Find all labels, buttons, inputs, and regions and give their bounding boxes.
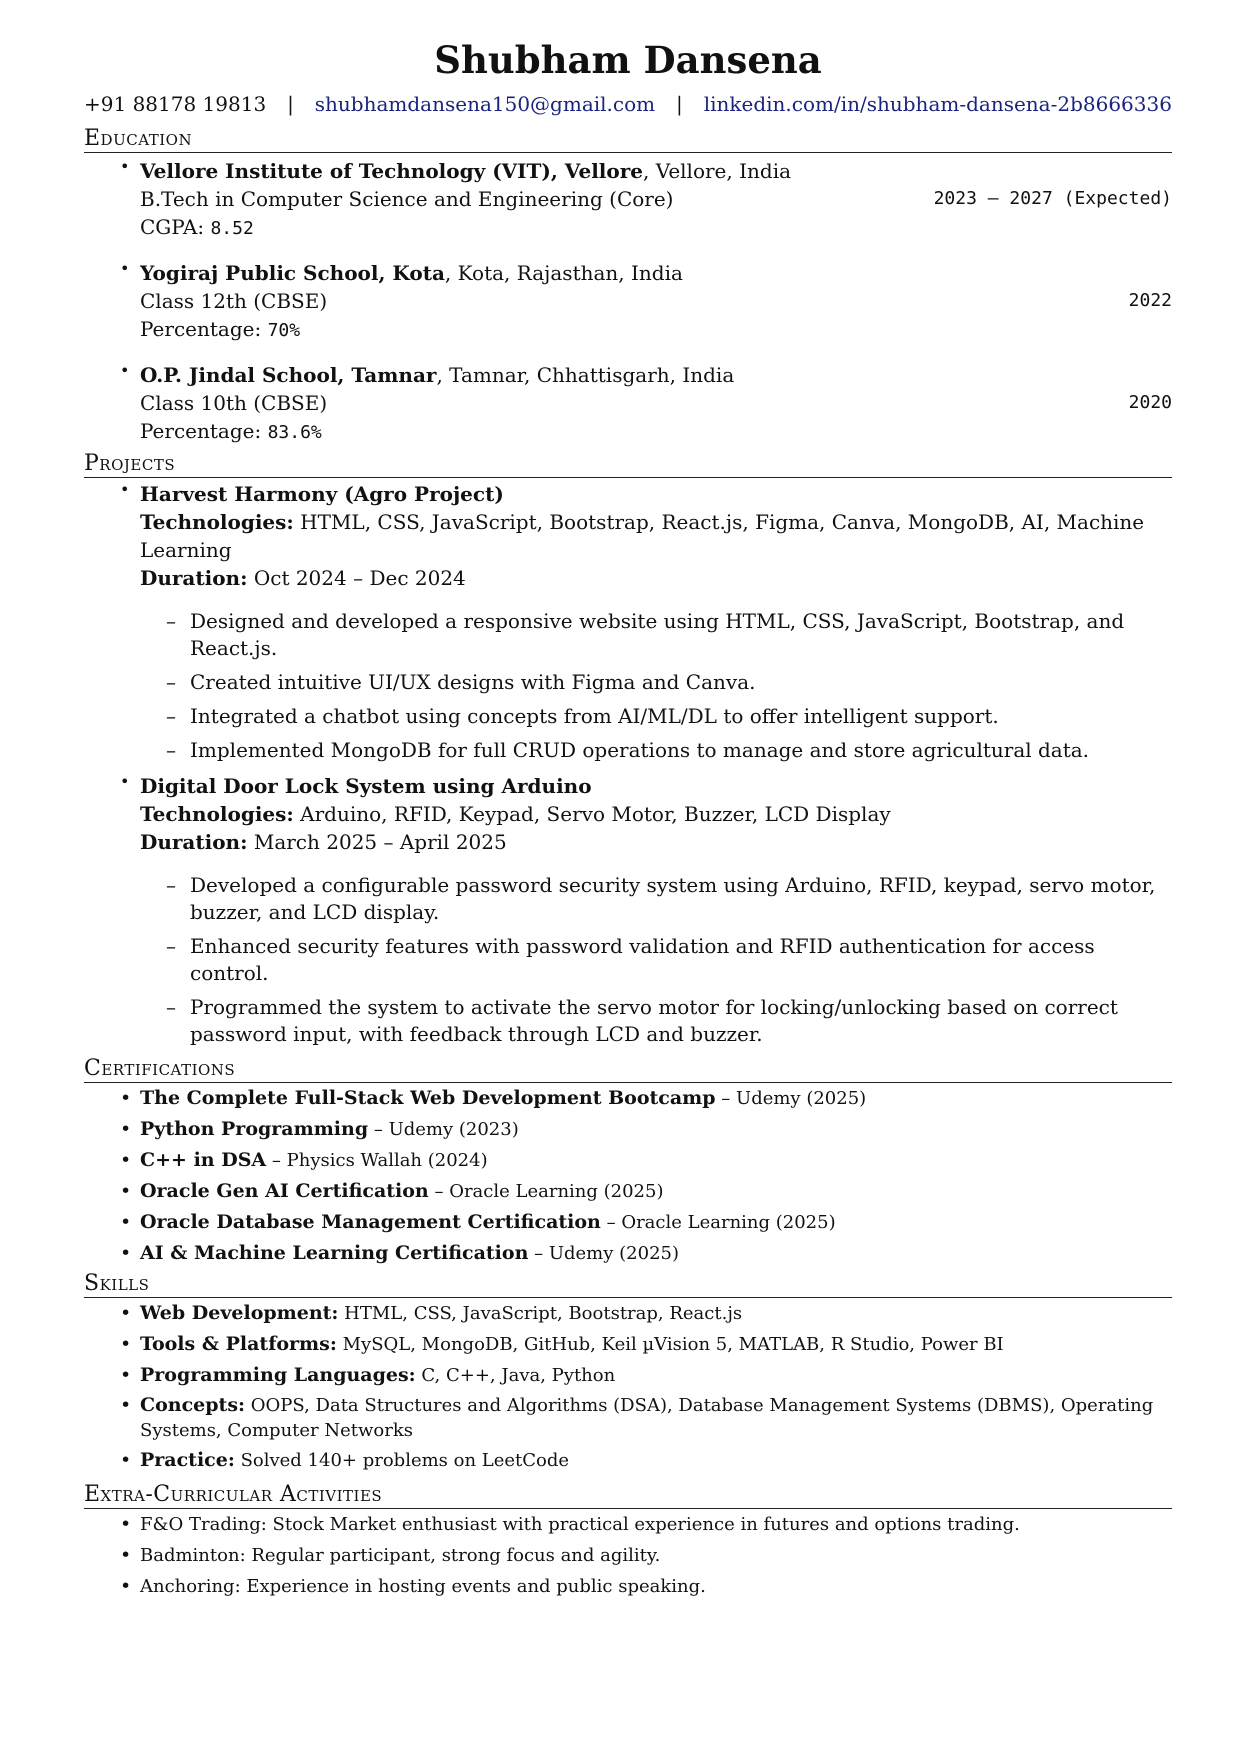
certification-item: [84, 1116, 1172, 1143]
skill-item: [84, 1447, 1172, 1474]
project-technologies: HTML, CSS, JavaScript, Bootstrap, React.js, Figma, Canva, MongoDB, AI, Machine Learning: [140, 510, 1145, 562]
certification-source: – Physics Wallah (2024): [266, 1150, 488, 1171]
certification-source: – Udemy (2023): [368, 1119, 519, 1140]
score-value: 83.6%: [267, 422, 322, 443]
project-bullets: [140, 608, 1172, 764]
project-duration: March 2025 – April 2025: [247, 830, 507, 854]
skill-value: HTML, CSS, JavaScript, Bootstrap, React.js: [338, 1303, 743, 1324]
skill-label: Concepts:: [140, 1394, 246, 1416]
institution-location: , Vellore, India: [643, 159, 792, 183]
skill-item: [84, 1362, 1172, 1389]
education-item: [84, 259, 1172, 345]
skill-item: [84, 1331, 1172, 1358]
activity-text: F&O Trading: Stock Market enthusiast with practical experience in futures and options trading.: [140, 1514, 1020, 1535]
project-item: [84, 772, 1172, 1048]
activity-text: Anchoring: Experience in hosting events and public speaking.: [140, 1576, 706, 1597]
skill-item: [84, 1300, 1172, 1327]
score-value: 8.52: [210, 218, 254, 239]
separator: |: [287, 92, 294, 116]
activity-item: [84, 1542, 1172, 1569]
skill-label: Practice:: [140, 1449, 235, 1471]
extracurricular-list: [84, 1511, 1172, 1600]
certification-name: C++ in DSA: [140, 1149, 267, 1171]
project-bullet: – Created intuitive UI/UX designs with Figma and Canva.: [140, 669, 1172, 696]
certification-name: Oracle Database Management Certification: [140, 1211, 601, 1233]
project-name: • Digital Door Lock System using Arduino: [140, 774, 592, 798]
skill-value: MySQL, MongoDB, GitHub, Keil µVision 5, MATLAB, R Studio, Power BI: [336, 1334, 1004, 1355]
skill-item: [84, 1393, 1172, 1443]
certification-item: [84, 1147, 1172, 1174]
skill-label: Tools & Platforms:: [140, 1333, 337, 1355]
skill-label: Web Development:: [140, 1302, 339, 1324]
technologies-label: Technologies:: [140, 802, 294, 826]
certification-item: [84, 1085, 1172, 1112]
project-duration: Oct 2024 – Dec 2024: [247, 566, 466, 590]
certification-name: Python Programming: [140, 1118, 369, 1140]
project-bullet: – Enhanced security features with password validation and RFID authentication for access control.: [140, 933, 1172, 987]
activity-item: [84, 1573, 1172, 1600]
project-technologies: Arduino, RFID, Keypad, Servo Motor, Buzzer, LCD Display: [293, 802, 891, 826]
certification-name: Oracle Gen AI Certification: [140, 1180, 429, 1202]
contact-line: [84, 86, 1172, 122]
certification-source: – Oracle Learning (2025): [600, 1212, 836, 1233]
section-title-extracurricular: Extra-Curricular Activities: [84, 1482, 1172, 1509]
degree: Class 10th (CBSE): [140, 391, 328, 415]
degree: B.Tech in Computer Science and Engineering (Core): [140, 187, 674, 211]
education-list: [84, 157, 1172, 447]
score-label: Percentage:: [140, 317, 268, 341]
email-link[interactable]: shubhamdansena150@gmail.com: [314, 92, 656, 116]
certification-name: The Complete Full-Stack Web Development Bootcamp: [140, 1087, 716, 1109]
duration-label: Duration:: [140, 566, 248, 590]
institution-location: , Kota, Rajasthan, India: [444, 261, 683, 285]
certification-source: – Udemy (2025): [715, 1088, 867, 1109]
education-dates: 2020: [1128, 392, 1172, 413]
project-item: [84, 480, 1172, 764]
activity-item: [84, 1511, 1172, 1538]
candidate-name: Shubham Dansena: [434, 38, 822, 82]
institution-name: Yogiraj Public School, Kota: [140, 261, 445, 285]
degree: Class 12th (CBSE): [140, 289, 328, 313]
section-title-education: Education: [84, 126, 1172, 153]
education-item: [84, 157, 1172, 243]
institution-location: , Tamnar, Chhattisgarh, India: [436, 363, 735, 387]
certification-name: AI & Machine Learning Certification: [140, 1242, 529, 1264]
score-label: CGPA:: [140, 215, 211, 239]
education-item: [84, 361, 1172, 447]
technologies-label: Technologies:: [140, 510, 294, 534]
score-label: Percentage:: [140, 419, 268, 443]
project-bullets: [140, 872, 1172, 1048]
education-dates: 2023 – 2027 (Expected): [933, 188, 1172, 209]
resume-page: [84, 36, 1172, 1604]
skill-value: C, C++, Java, Python: [415, 1365, 616, 1386]
separator: |: [676, 92, 683, 116]
certifications-list: [84, 1085, 1172, 1267]
section-title-projects: Projects: [84, 451, 1172, 478]
linkedin-link[interactable]: linkedin.com/in/shubham-dansena-2b8666336: [703, 92, 1172, 116]
projects-list: [84, 480, 1172, 1048]
education-dates: 2022: [1128, 290, 1172, 311]
project-bullet: – Implemented MongoDB for full CRUD operations to manage and store agricultural data.: [140, 737, 1172, 764]
skill-value: Solved 140+ problems on LeetCode: [234, 1450, 570, 1471]
duration-label: Duration:: [140, 830, 248, 854]
skill-value: OOPS, Data Structures and Algorithms (DSA), Database Management Systems (DBMS), Operating Systems, Computer Networks: [140, 1395, 1154, 1441]
activity-text: Badminton: Regular participant, strong focus and agility.: [140, 1545, 661, 1566]
institution-name: O.P. Jindal School, Tamnar: [140, 363, 437, 387]
certification-item: [84, 1209, 1172, 1236]
project-bullet: – Integrated a chatbot using concepts from AI/ML/DL to offer intelligent support.: [140, 703, 1172, 730]
section-title-skills: Skills: [84, 1271, 1172, 1298]
certification-source: – Oracle Learning (2025): [428, 1181, 664, 1202]
project-bullet: – Programmed the system to activate the servo motor for locking/unlocking based on correct password input, with feedback through LCD and buzzer.: [140, 994, 1172, 1048]
certification-item: [84, 1240, 1172, 1267]
certification-source: – Udemy (2025): [528, 1243, 679, 1264]
score-value: 70%: [267, 320, 301, 341]
project-name: • Harvest Harmony (Agro Project): [140, 482, 504, 506]
institution-name: Vellore Institute of Technology (VIT), Vellore: [140, 159, 643, 183]
phone-number: +91 88178 19813: [84, 92, 267, 116]
skills-list: [84, 1300, 1172, 1474]
project-bullet: – Designed and developed a responsive website using HTML, CSS, JavaScript, Bootstrap, and React.js.: [140, 608, 1172, 662]
section-title-certifications: Certifications: [84, 1056, 1172, 1083]
skill-label: Programming Languages:: [140, 1364, 416, 1386]
certification-item: [84, 1178, 1172, 1205]
project-bullet: – Developed a configurable password security system using Arduino, RFID, keypad, servo motor, buzzer, and LCD display.: [140, 872, 1172, 926]
